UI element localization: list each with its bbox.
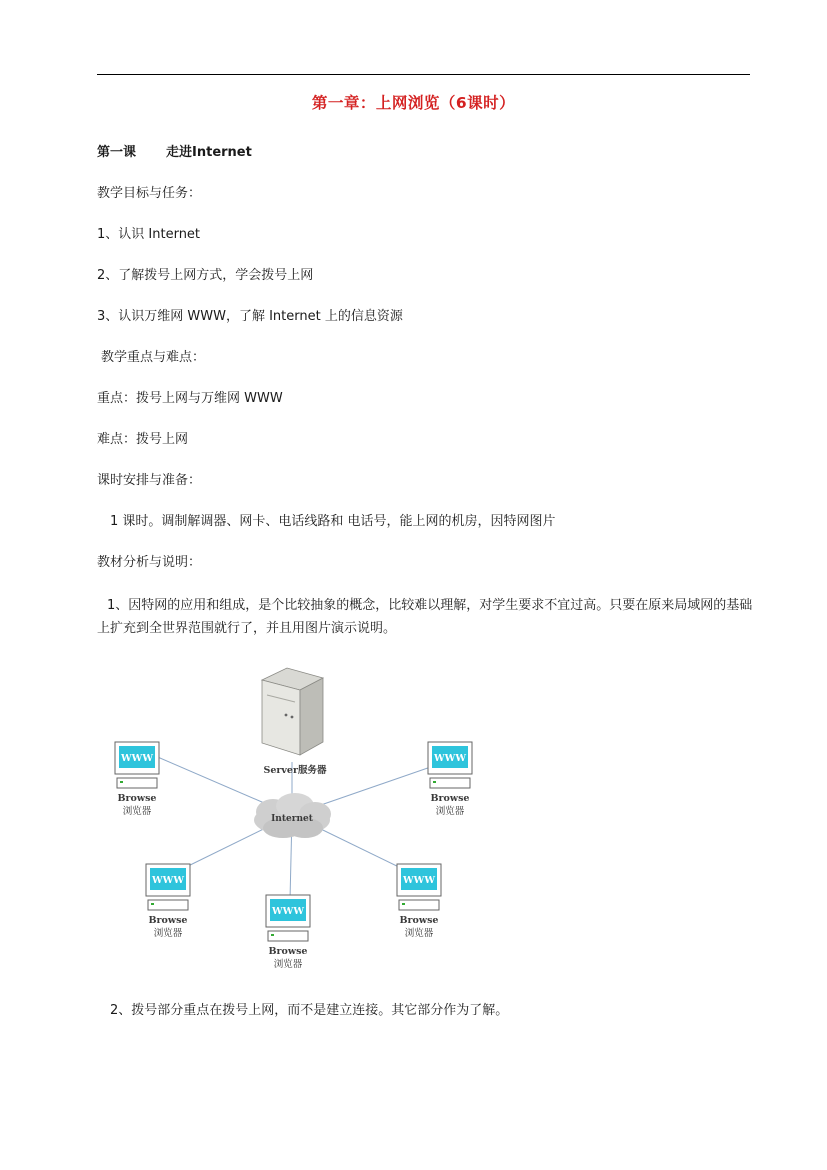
client-label-cn: 浏览器 [122, 806, 152, 817]
key-point: 重点：拨号上网与万维网 WWW [97, 391, 283, 406]
analysis-heading: 教材分析与说明： [97, 555, 202, 570]
client-computer-icon [428, 742, 472, 788]
internet-diagram [105, 660, 490, 980]
prep-heading: 课时安排与准备： [97, 473, 202, 488]
lesson-name: 走进Internet [166, 145, 252, 160]
client-computer-icon [397, 864, 441, 910]
client-label-cn: 浏览器 [404, 928, 434, 939]
screen-text: WWW [271, 906, 305, 917]
chapter-title: 第一章：上网浏览（6课时） [311, 94, 516, 112]
goals-heading: 教学目标与任务： [97, 186, 202, 201]
client-label-en: Browse [430, 793, 470, 804]
difficult-point: 难点：拨号上网 [97, 432, 189, 447]
client-label-cn: 浏览器 [153, 928, 183, 939]
screen-text: WWW [151, 875, 185, 886]
goal-item: 3、认识万维网 WWW，了解 Internet 上的信息资源 [97, 309, 403, 324]
screen-text: WWW [120, 753, 154, 764]
client-label-cn: 浏览器 [435, 806, 465, 817]
screen-text: WWW [402, 875, 436, 886]
client-computer-icon [115, 742, 159, 788]
goal-item: 2、了解拨号上网方式，学会拨号上网 [97, 268, 314, 283]
client-label-en: Browse [399, 915, 439, 926]
client-label-cn: 浏览器 [273, 959, 303, 970]
analysis-paragraph-1: 1、因特网的应用和组成，是个比较抽象的概念，比较难以理解，对学生要求不宜过高。只要在原来局域网的基础上扩充到全世界范围就行了，并且用图片演示说明。 [97, 598, 753, 636]
analysis-paragraph-2: 2、拨号部分重点在拨号上网，而不是建立连接。其它部分作为了解。 [110, 1003, 509, 1018]
network-diagram-svg [105, 660, 490, 980]
client-computer-icon [266, 895, 310, 941]
header-rule [97, 74, 750, 75]
screen-text: WWW [433, 753, 467, 764]
client-computer-icon [146, 864, 190, 910]
goal-item: 1、认识 Internet [97, 227, 201, 242]
lesson-heading [97, 143, 252, 163]
cloud-label: Internet [271, 814, 313, 824]
prep-text: 1 课时。调制解调器、网卡、电话线路和 电话号，能上网的机房，因特网图片 [110, 514, 556, 529]
lesson-number: 第一课 [97, 145, 137, 160]
server-icon [262, 668, 323, 755]
server-label: Server服务器 [263, 765, 327, 776]
client-label-en: Browse [148, 915, 188, 926]
client-label-en: Browse [268, 946, 308, 957]
key-heading: 教学重点与难点： [101, 350, 206, 365]
client-label-en: Browse [117, 793, 157, 804]
